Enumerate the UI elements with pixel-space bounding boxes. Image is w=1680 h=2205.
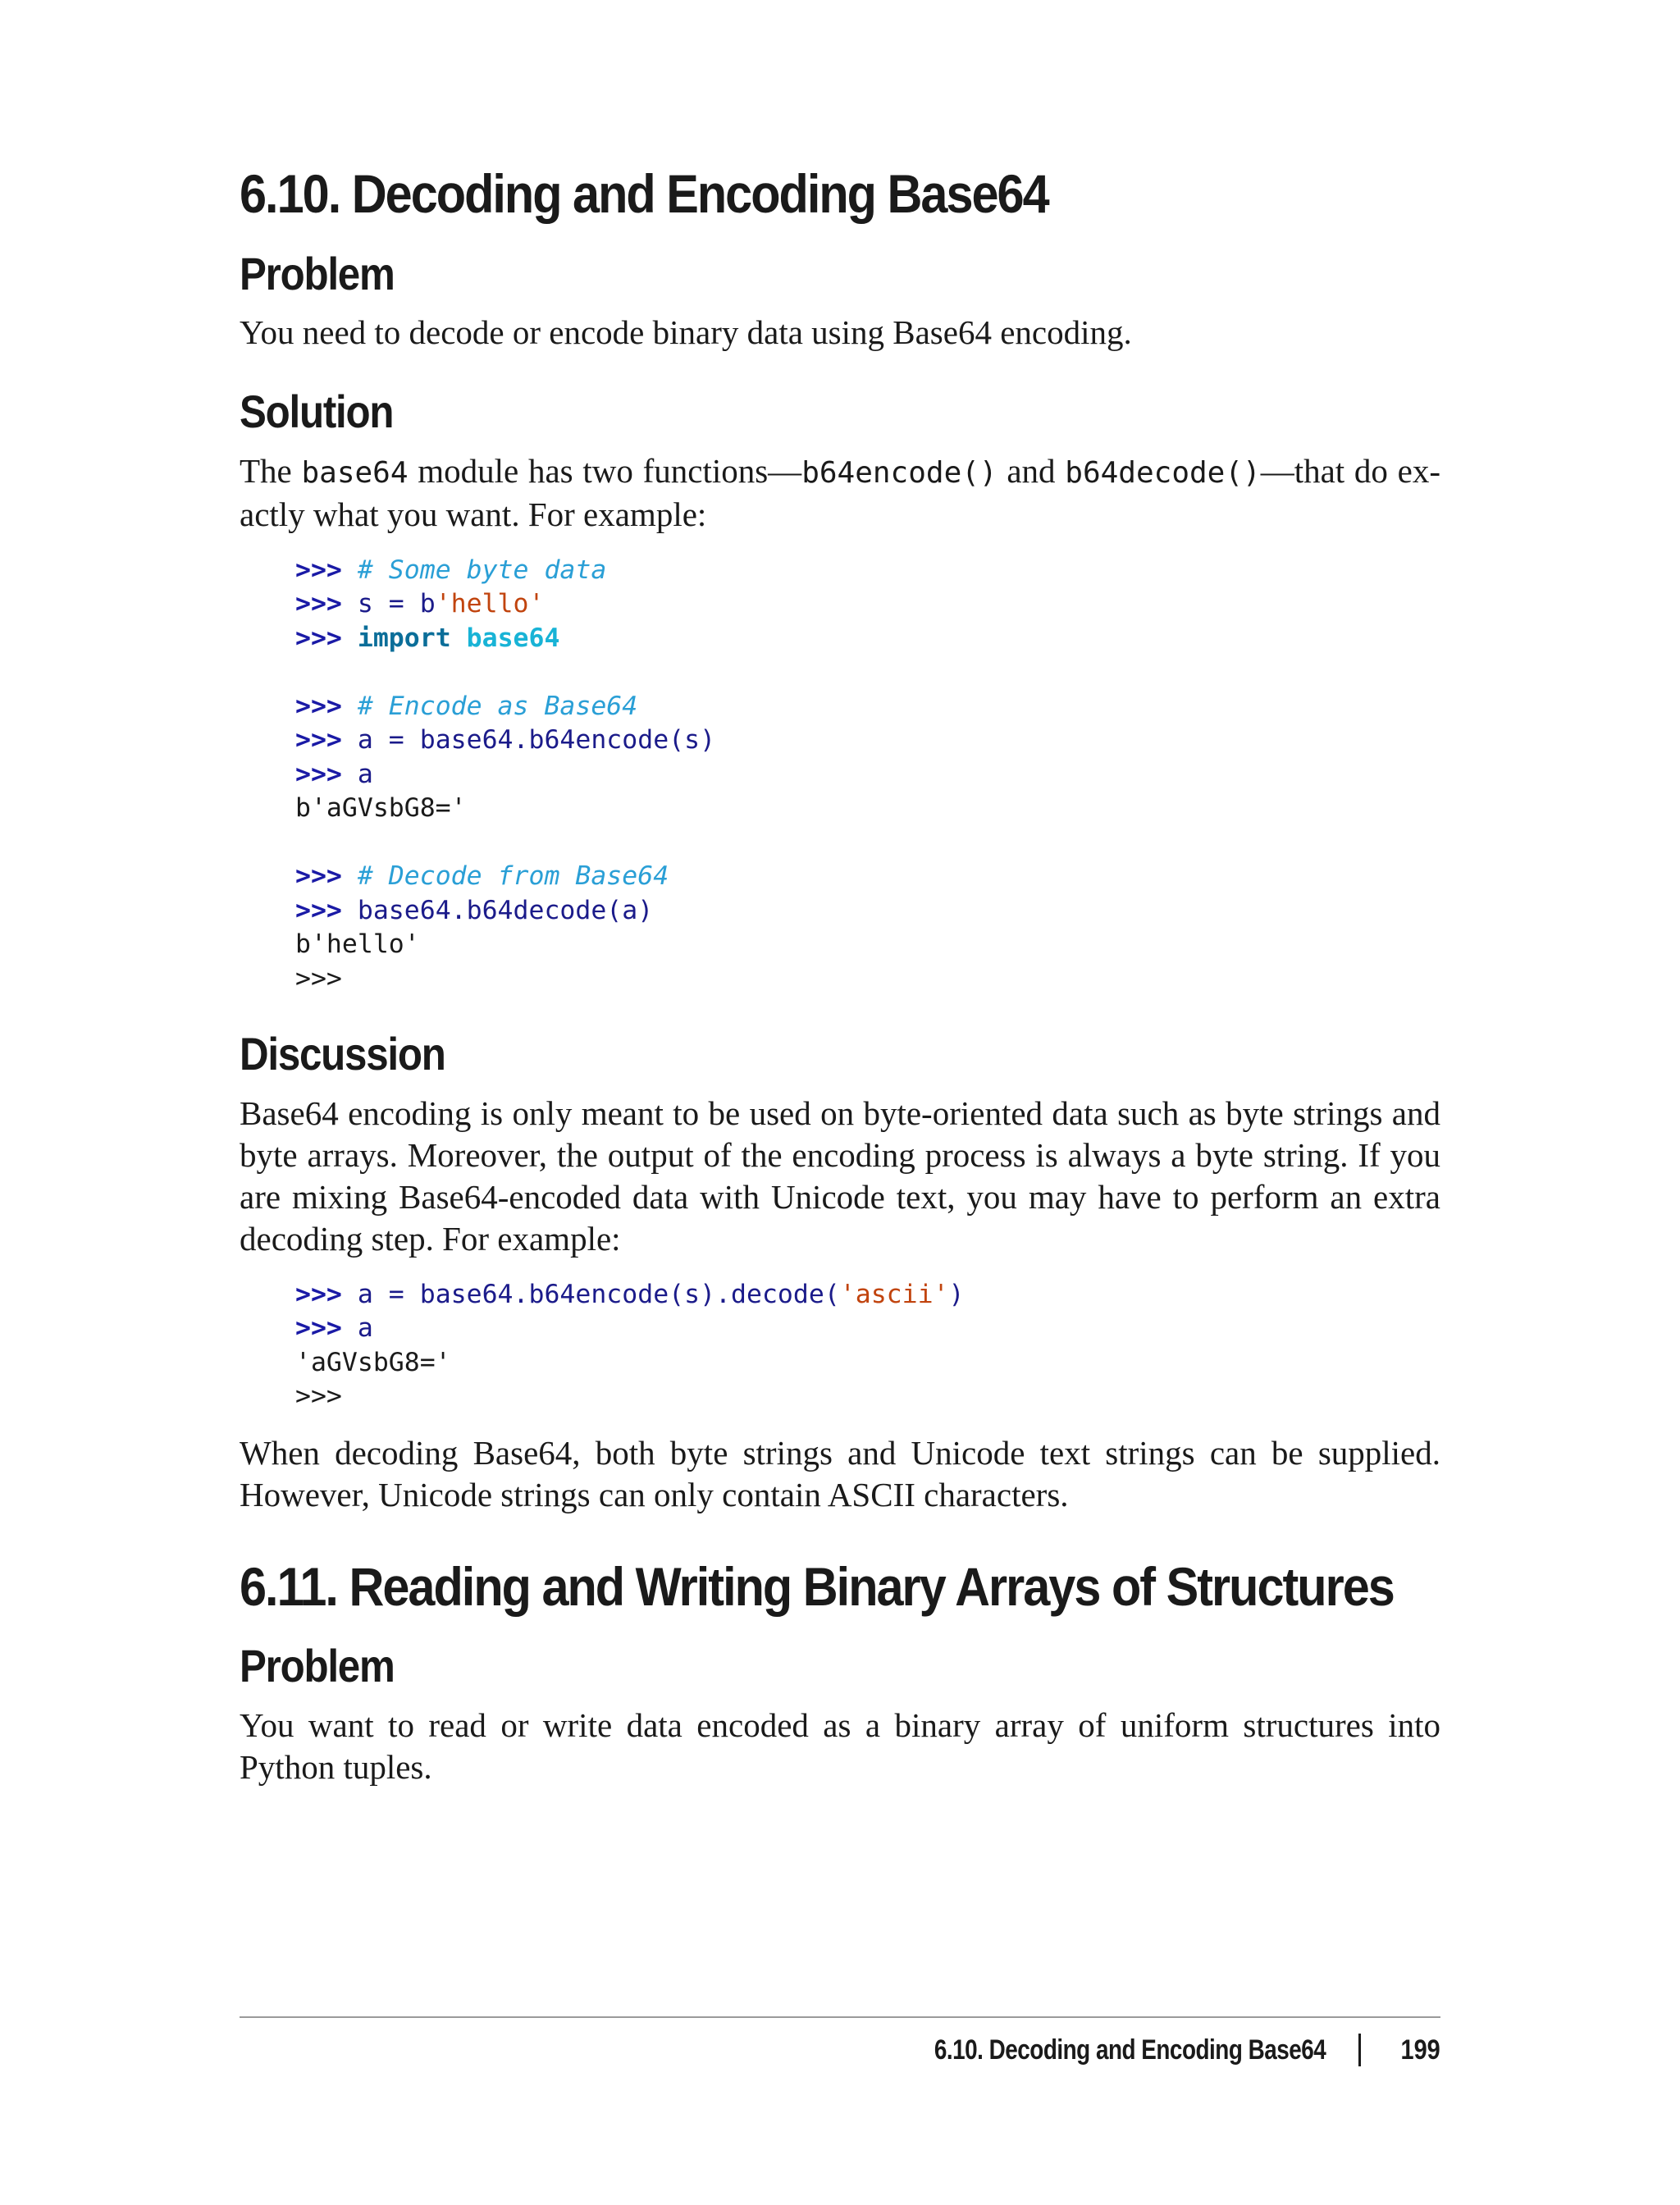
code-prompt: >>> <box>295 589 342 619</box>
code-prompt: >>> <box>295 1313 342 1344</box>
inline-code-base64: base64 <box>301 455 409 490</box>
code-prompt: >>> <box>295 555 342 585</box>
code-output: 'aGVsbG8=' <box>295 1347 451 1377</box>
code-block-example <box>240 554 1440 997</box>
code-block-decode-ascii <box>240 1278 1440 1414</box>
code-text: base64.b64decode(a) <box>357 895 654 925</box>
solution-text-part: and <box>997 451 1066 490</box>
code-keyword: import <box>357 623 451 653</box>
code-text: s = b <box>357 589 436 619</box>
code-output: >>> <box>295 963 342 993</box>
page-content <box>240 164 1440 1788</box>
page-footer <box>240 2029 1440 2070</box>
code-text: a = base64.b64encode(s) <box>357 725 716 756</box>
solution-text-part: module has two functions— <box>408 451 802 490</box>
problem-text: You need to decode or encode binary data using Base64 encoding. <box>240 313 1132 352</box>
footer-separator <box>1358 2034 1361 2066</box>
code-string: 'ascii' <box>839 1279 949 1309</box>
discussion-heading: Discussion <box>240 1028 445 1080</box>
code-output: b'aGVsbG8=' <box>295 793 467 824</box>
footer-rule <box>240 2016 1440 2018</box>
inline-code-b64decode: b64decode() <box>1065 455 1261 490</box>
code-comment: # Encode as Base64 <box>357 691 638 721</box>
code-output: >>> <box>295 1381 342 1412</box>
solution-text-part: —that do exactly what you want. For example: <box>240 451 1440 533</box>
solution-text-part: The <box>240 451 302 490</box>
code-prompt: >>> <box>295 759 342 789</box>
problem-text-6-11: You want to read or write data encoded as a binary array of uniform structures into Python tuples. <box>240 1706 1440 1787</box>
code-prompt: >>> <box>295 691 342 721</box>
solution-heading: Solution <box>240 386 394 438</box>
code-string: 'hello' <box>435 589 545 619</box>
section-title-6-10: 6.10. Decoding and Encoding Base64 <box>240 163 1048 224</box>
code-prompt: >>> <box>295 861 342 892</box>
code-text: a = base64.b64encode(s).decode( <box>357 1279 840 1309</box>
inline-code-b64encode: b64encode() <box>801 455 998 490</box>
code-prompt: >>> <box>295 1279 342 1309</box>
code-prompt: >>> <box>295 623 342 653</box>
code-output: b'hello' <box>295 929 420 960</box>
closing-text: When decoding Base64, both byte strings and Unicode text strings can be supplied. However, Unicode strings can only contain ASCII characters. <box>240 1433 1440 1513</box>
code-text: a <box>357 1313 373 1344</box>
code-comment: # Decode from Base64 <box>357 861 669 892</box>
code-prompt: >>> <box>295 725 342 756</box>
code-comment: # Some byte data <box>357 555 607 585</box>
solution-text <box>240 450 1440 536</box>
problem-heading: Problem <box>240 247 395 299</box>
footer-running-title: 6.10. Decoding and Encoding Base64 <box>934 2034 1326 2066</box>
page-number: 199 <box>1400 2034 1440 2066</box>
problem-heading-6-11: Problem <box>240 1640 395 1692</box>
code-prompt: >>> <box>295 895 342 925</box>
code-text: ) <box>948 1279 965 1309</box>
discussion-text: Base64 encoding is only meant to be used on byte-oriented data such as byte strings and byte arrays. Moreover, the output of the encoding process is always a byte string. If you are mixing Base64-encoded data with Unicode text, you may have to perform an extra decoding step. For example: <box>240 1093 1440 1258</box>
code-text: a <box>357 759 373 789</box>
section-title-6-11: 6.11. Reading and Writing Binary Arrays of Structures <box>240 1555 1394 1617</box>
code-module: base64 <box>466 623 560 653</box>
